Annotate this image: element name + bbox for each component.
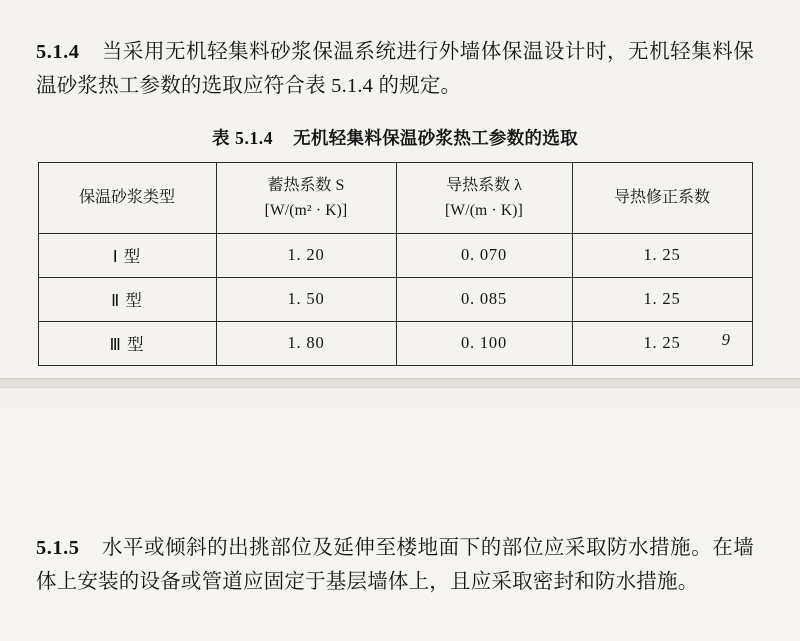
table-cell-heat-storage: 1. 20 [216,233,396,277]
table-cell-correction: 1. 25 [572,277,752,321]
clause-number-5-1-5: 5.1.5 [36,536,80,559]
table-caption [36,125,754,150]
thermal-parameters-table [38,162,753,366]
table-cell-type: Ⅲ 型 [38,321,216,365]
table-header-row [38,162,752,233]
clause-number-5-1-4: 5.1.4 [36,40,80,63]
table-cell-correction: 1. 25 [572,321,752,365]
table-header-correction-line1: 导热修正系数 [613,189,710,206]
table-cell-heat-storage: 1. 80 [216,321,396,365]
clause-body-text: 水平或倾斜的出挑部位及延伸至楼地面下的部位应采取防水措施。在墙体上安装的设备或管道应固定于基层墙体上，且应采取密封和防水措施。 [36,536,754,593]
table-header-cell-conductivity [396,162,572,233]
clause-5-1-4-paragraph [36,35,754,103]
table-header-cell-heat-storage [216,162,396,233]
table-header-conductivity-unit: [W/(m · K)] [445,201,523,219]
table-cell-conductivity: 0. 070 [396,233,572,277]
page-section-lower [0,409,800,641]
table-cell-conductivity: 0. 085 [396,277,572,321]
table-caption-title: 无机轻集料保温砂浆热工参数的选取 [293,127,578,148]
table-header-heat-storage-line1: 蓄热系数 S [267,176,345,194]
table-header-type-line1: 保温砂浆类型 [78,189,175,206]
table-cell-correction: 1. 25 [572,233,752,277]
table-header-cell-type [38,162,216,233]
page-divider [0,378,800,388]
table-cell-heat-storage: 1. 50 [216,277,396,321]
table-cell-type: Ⅱ 型 [38,277,216,321]
table-row [38,277,752,321]
page-number: 9 [721,330,730,349]
table-cell-type: Ⅰ 型 [38,233,216,277]
table-row [38,321,752,365]
table-header-heat-storage-unit: [W/(m² · K)] [264,201,348,219]
table-header-cell-correction [572,162,752,233]
clause-5-1-5-paragraph [36,409,754,599]
table-header-conductivity-line1: 导热系数 λ [446,176,522,194]
table-caption-label: 表 5.1.4 [212,127,274,148]
table-cell-conductivity: 0. 100 [396,321,572,365]
table-row [38,233,752,277]
clause-body-text: 当采用无机轻集料砂浆保温系统进行外墙体保温设计时，无机轻集料保温砂浆热工参数的选取应符合表 5.1.4 的规定。 [36,40,754,97]
